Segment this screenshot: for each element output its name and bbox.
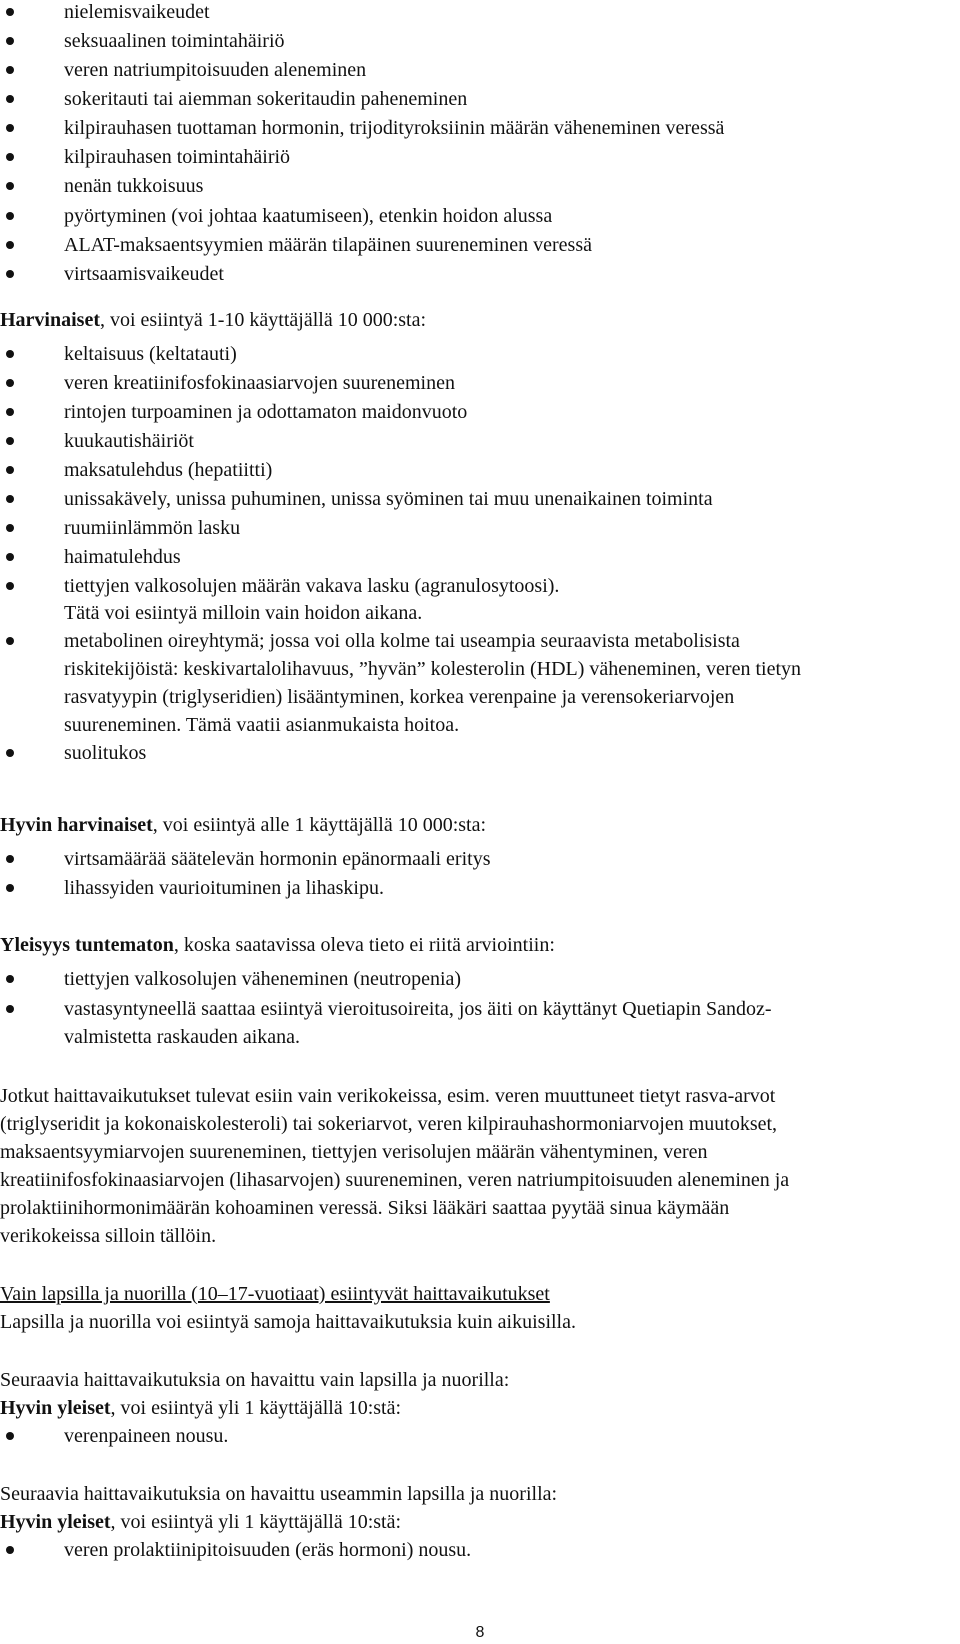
list-item: kilpirauhasen toimintahäiriö bbox=[64, 146, 291, 168]
list-item: keltaisuus (keltatauti) bbox=[64, 343, 237, 365]
list-item: metabolinen oireyhtymä; jossa voi olla kolme tai useampia seuraavista metabolisista bbox=[64, 630, 740, 652]
children-more-intro: Seuraavia haittavaikutuksia on havaittu useammin lapsilla ja nuorilla: bbox=[0, 1483, 558, 1505]
children-section-heading: Vain lapsilla ja nuorilla (10–17-vuotiaat) esiintyvät haittavaikutukset bbox=[0, 1283, 550, 1305]
list-item: kuukautishäiriöt bbox=[64, 430, 194, 452]
list-item: veren kreatiinifosfokinaasiarvojen suureneminen bbox=[64, 372, 455, 394]
bullet-icon bbox=[6, 379, 14, 387]
paragraph-line: (triglyseridit ja kokonaiskolesteroli) tai sokeriarvot, veren kilpirauhashormoniarvojen muutokset, bbox=[0, 1113, 778, 1135]
bullet-icon bbox=[6, 1005, 14, 1013]
paragraph-line: verikokeissa silloin tällöin. bbox=[0, 1225, 217, 1247]
bullet-icon bbox=[6, 212, 14, 220]
list-item: nenän tukkoisuus bbox=[64, 175, 204, 197]
bullet-icon bbox=[6, 1432, 14, 1440]
bullet-icon bbox=[6, 153, 14, 161]
list-item-continuation: suureneminen. Tämä vaatii asianmukaista hoitoa. bbox=[64, 714, 460, 736]
bullet-icon bbox=[6, 884, 14, 892]
bullet-icon bbox=[6, 350, 14, 358]
bullet-icon bbox=[6, 182, 14, 190]
list-item: ALAT-maksaentsyymien määrän tilapäinen suureneminen veressä bbox=[64, 234, 592, 256]
list-item: verenpaineen nousu. bbox=[64, 1425, 229, 1447]
bullet-icon bbox=[6, 553, 14, 561]
list-item: tiettyjen valkosolujen väheneminen (neutropenia) bbox=[64, 968, 462, 990]
list-item: tiettyjen valkosolujen määrän vakava lasku (agranulosytoosi). bbox=[64, 575, 560, 597]
list-item-continuation: valmistetta raskauden aikana. bbox=[64, 1026, 301, 1048]
bullet-icon bbox=[6, 408, 14, 416]
frequency-heading-very-rare: Hyvin harvinaiset, voi esiintyä alle 1 käyttäjällä 10 000:sta: bbox=[0, 814, 487, 836]
bullet-icon bbox=[6, 241, 14, 249]
list-item: rintojen turpoaminen ja odottamaton maidonvuoto bbox=[64, 401, 468, 423]
bullet-icon bbox=[6, 524, 14, 532]
list-item: kilpirauhasen tuottaman hormonin, trijodityroksiinin määrän väheneminen veressä bbox=[64, 117, 725, 139]
bullet-icon bbox=[6, 124, 14, 132]
list-item: pyörtyminen (voi johtaa kaatumiseen), etenkin hoidon alussa bbox=[64, 205, 553, 227]
bullet-icon bbox=[6, 495, 14, 503]
bullet-icon bbox=[6, 66, 14, 74]
bullet-icon bbox=[6, 95, 14, 103]
list-item: haimatulehdus bbox=[64, 546, 181, 568]
bullet-icon bbox=[6, 1546, 14, 1554]
list-item-continuation: rasvatyypin (triglyseridien) lisääntyminen, korkea verenpaine ja verensokeriarvojen bbox=[64, 686, 735, 708]
list-item: unissakävely, unissa puhuminen, unissa syöminen tai muu unenaikainen toiminta bbox=[64, 488, 713, 510]
bullet-icon bbox=[6, 8, 14, 16]
bullet-icon bbox=[6, 582, 14, 590]
list-item: vastasyntyneellä saattaa esiintyä vieroitusoireita, jos äiti on käyttänyt Quetiapin Sandoz- bbox=[64, 998, 772, 1020]
bullet-icon bbox=[6, 637, 14, 645]
bullet-icon bbox=[6, 466, 14, 474]
list-item: veren prolaktiinipitoisuuden (eräs hormoni) nousu. bbox=[64, 1539, 472, 1561]
children-intro: Lapsilla ja nuorilla voi esiintyä samoja haittavaikutuksia kuin aikuisilla. bbox=[0, 1311, 576, 1333]
paragraph-line: Jotkut haittavaikutukset tulevat esiin vain verikokeissa, esim. veren muuttuneet tietyt rasva-arvot bbox=[0, 1085, 776, 1107]
children-only-intro: Seuraavia haittavaikutuksia on havaittu vain lapsilla ja nuorilla: bbox=[0, 1369, 510, 1391]
bullet-icon bbox=[6, 270, 14, 278]
paragraph-line: kreatiinifosfokinaasiarvojen (lihasarvojen) suureneminen, veren natriumpitoisuuden aleneminen ja bbox=[0, 1169, 790, 1191]
paragraph-line: maksaentsyymiarvojen suureneminen, tiettyjen verisolujen määrän vähentyminen, veren bbox=[0, 1141, 708, 1163]
list-item: virtsamäärää säätelevän hormonin epänormaali eritys bbox=[64, 848, 491, 870]
page-number: 8 bbox=[475, 1624, 485, 1641]
list-item: lihassyiden vaurioituminen ja lihaskipu. bbox=[64, 877, 384, 899]
frequency-heading-very-common: Hyvin yleiset, voi esiintyä yli 1 käyttäjällä 10:stä: bbox=[0, 1397, 402, 1419]
list-item: seksuaalinen toimintahäiriö bbox=[64, 30, 285, 52]
bullet-icon bbox=[6, 37, 14, 45]
list-item: sokeritauti tai aiemman sokeritaudin paheneminen bbox=[64, 88, 468, 110]
paragraph-line: prolaktiinihormonimäärän kohoaminen veressä. Siksi lääkäri saattaa pyytää sinua käymään bbox=[0, 1197, 730, 1219]
list-item: nielemisvaikeudet bbox=[64, 1, 210, 23]
list-item-continuation: riskitekijöistä: keskivartalolihavuus, ”hyvän” kolesterolin (HDL) väheneminen, veren tietyn bbox=[64, 658, 802, 680]
frequency-heading-unknown: Yleisyys tuntematon, koska saatavissa oleva tieto ei riitä arviointiin: bbox=[0, 934, 555, 956]
bullet-icon bbox=[6, 749, 14, 757]
list-item: veren natriumpitoisuuden aleneminen bbox=[64, 59, 367, 81]
list-item: virtsaamisvaikeudet bbox=[64, 263, 224, 285]
list-item: ruumiinlämmön lasku bbox=[64, 517, 241, 539]
list-item-continuation: Tätä voi esiintyä milloin vain hoidon aikana. bbox=[64, 602, 423, 624]
frequency-heading-very-common: Hyvin yleiset, voi esiintyä yli 1 käyttäjällä 10:stä: bbox=[0, 1511, 402, 1533]
list-item: maksatulehdus (hepatiitti) bbox=[64, 459, 273, 481]
frequency-heading-rare: Harvinaiset, voi esiintyä 1-10 käyttäjällä 10 000:sta: bbox=[0, 309, 427, 331]
bullet-icon bbox=[6, 855, 14, 863]
list-item: suolitukos bbox=[64, 742, 147, 764]
bullet-icon bbox=[6, 975, 14, 983]
bullet-icon bbox=[6, 437, 14, 445]
